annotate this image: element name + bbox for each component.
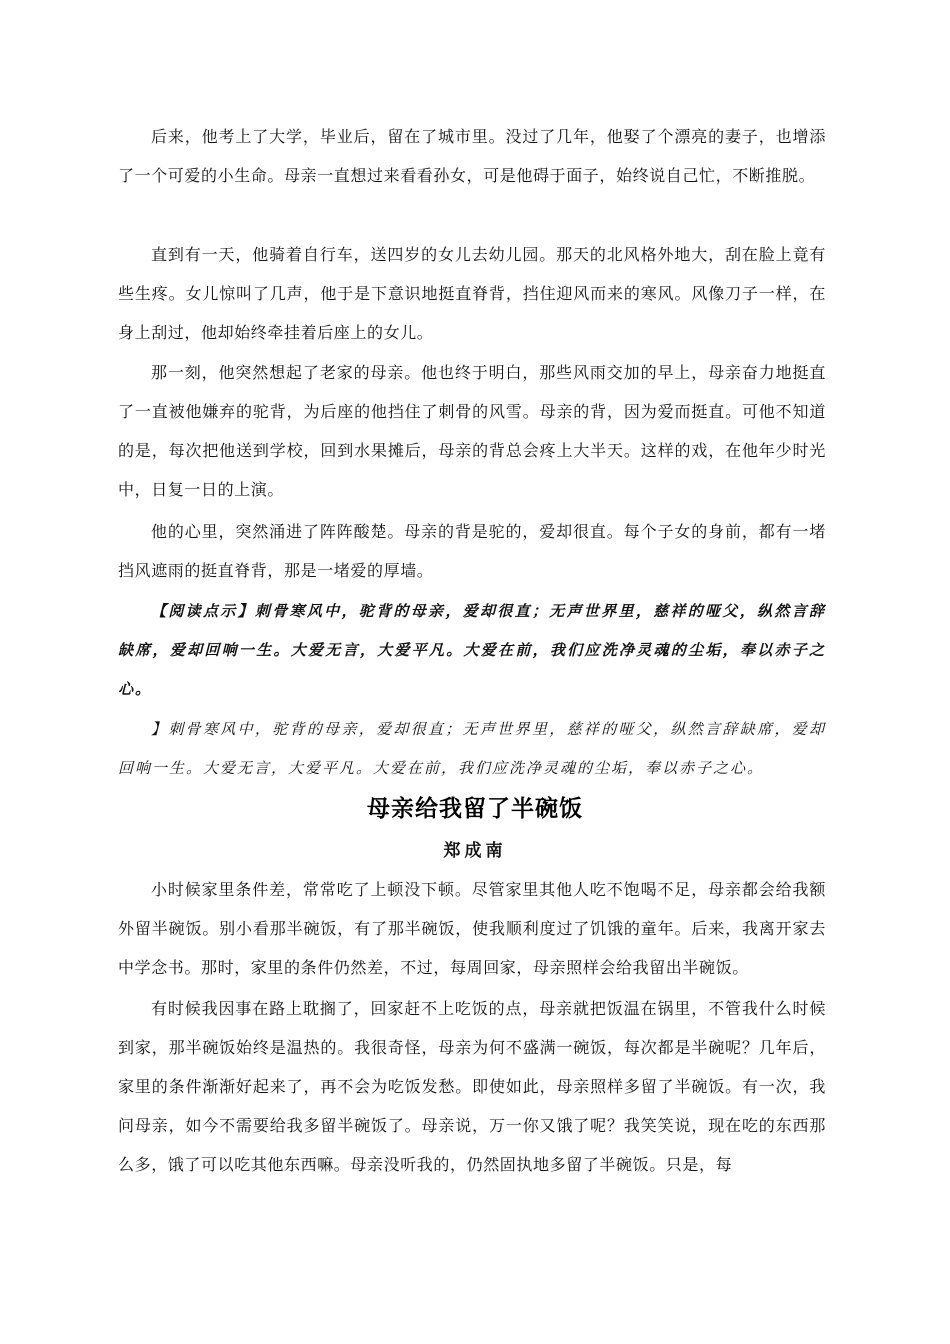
article-title: 母亲给我留了半碗饭 (367, 796, 583, 822)
paragraph-after-college: 后来，他考上了大学，毕业后，留在了城市里。没过了几年，他娶了个漂亮的妻子，也增添了一个可爱的小生命。母亲一直想过来看看孙女，可是他碍于面子，始终说自己忙，不断推脱。 (118, 127, 826, 185)
article-paragraph-childhood: 小时候家里条件差，常常吃了上顿没下顿。尽管家里其他人吃不饱喝不足，母亲都会给我额外留半碗饭。别小看那半碗饭，有了那半碗饭，使我顺利度过了饥饿的童年。后来，我离开家去中学念书。那时，家里的条件仍然差，不过，每周回家，母亲照样会给我留出半碗饭。 (118, 880, 826, 977)
article-paragraph-half-bowl: 有时候我因事在路上耽搁了，回家赶不上吃饭的点，母亲就把饭温在锅里，不管我什么时候到家，那半碗饭始终是温热的。我很奇怪，母亲为何不盛满一碗饭，每次都是半碗呢？几年后，家里的条件渐渐好起来了，再不会为吃饭发愁。即使如此，母亲照样多留了半碗饭。有一次，我问母亲，如今不需要给我多留半碗饭了。母亲说，万一你又饿了呢？我笑笑说，现在吃的东西那么多，饿了可以吃其他东西嘛。母亲没听我的，仍然固执地多留了半碗饭。只是，每 (118, 999, 826, 1174)
reading-note-repeat: 】刺骨寒风中，驼背的母亲，爱却很直；无声世界里，慈祥的哑父，纵然言辞缺席，爱却回响一生。大爱无言，大爱平凡。大爱在前，我们应洗净灵魂的尘垢，奉以赤子之心。 (118, 720, 826, 777)
paragraph-remember-mother: 那一刻，他突然想起了老家的母亲。他也终于明白，那些风雨交加的早上，母亲奋力地挺直了一直被他嫌弃的驼背，为后座的他挡住了刺骨的风雪。母亲的背，因为爱而挺直。可他不知道的是，每次把他送到学校，回到水果摊后，母亲的背总会疼上大半天。这样的戏，在他年少时光中，日复一日的上演。 (118, 363, 826, 499)
paragraph-bicycle-wind: 直到有一天，他骑着自行车，送四岁的女儿去幼儿园。那天的北风格外地大，刮在脸上竟有些生疼。女儿惊叫了几声，他于是下意识地挺直脊背，挡住迎风而来的寒风。风像刀子一样，在身上刮过，他却始终牵挂着后座上的女儿。 (118, 245, 826, 342)
reading-note: 【阅读点示】刺骨寒风中，驼背的母亲，爱却很直；无声世界里，慈祥的哑父，纵然言辞缺席，爱却回响一生。大爱无言，大爱平凡。大爱在前，我们应洗净灵魂的尘垢，奉以赤子之心。 (118, 602, 826, 698)
article-author: 郑成南 (443, 841, 507, 861)
paragraph-heart-sour: 他的心里，突然涌进了阵阵酸楚。母亲的背是驼的，爱却很直。每个子女的身前，都有一堵挡风遮雨的挺直脊背，那是一堵爱的厚墙。 (118, 522, 826, 580)
